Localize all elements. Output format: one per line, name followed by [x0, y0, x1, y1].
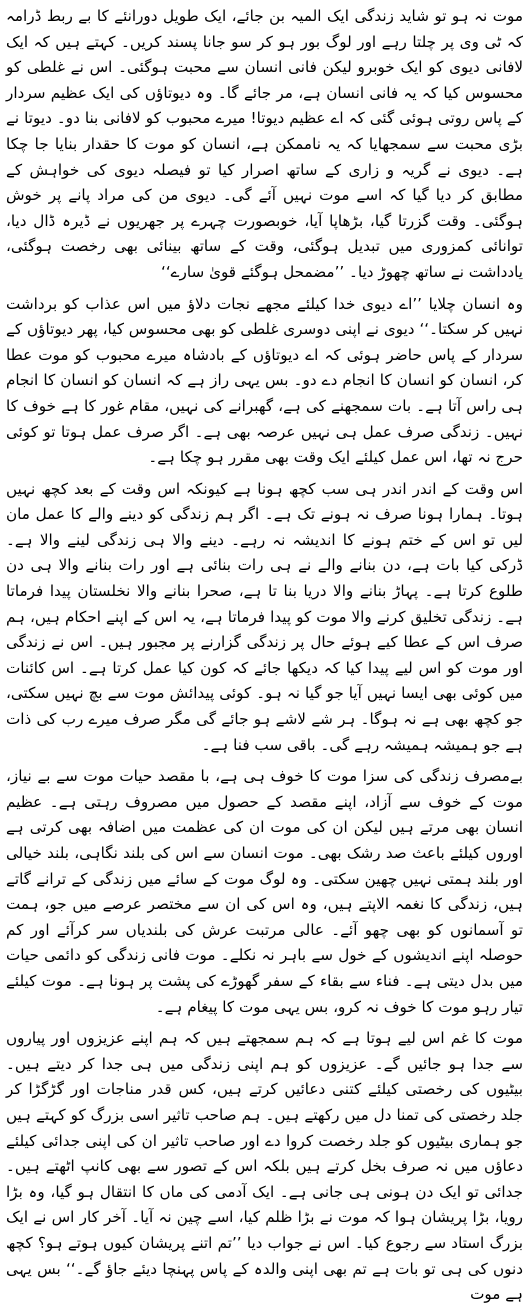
paragraph: موت نہ ہو تو شاید زندگی ایک المیہ بن جائے، ایک طویل دورانئے کا بے ربط ڈرامہ کہ ٹی وی پر چلتا رہے اور لوگ بور ہو کر سو جانا پسند کریں۔ کہتے ہیں کہ ایک لافانی دیوی کو ایک خوبرو لیکن فانی انسان سے محبت ہوگئی۔ اس نے غلطی کو محسوس کیا کہ یہ فانی انسان ہے، مر جائے گا۔ وہ دیوتاؤں کی ایک عظیم سردار کے پاس روتی ہوئی گئی کہ اے عظیم دیوتا! میرے محبوب کو لافانی بنا دو۔ دیوتا نے بڑی محبت سے سمجھایا کہ یہ ناممکن ہے، انسان کو موت کا حقدار بنایا جا چکا ہے۔ دیوی نے گریہ و زاری کے ساتھ اصرار کیا تو فیصلہ دیوی کی خواہش کے مطابق کر دیا گیا کہ اسے موت نہیں آئے گی۔ دیوی من کی مراد پانے پر خوش ہوگئی۔ وقت گزرتا گیا، بڑھاپا آیا، خوبصورت چہرے پر جھریوں نے ڈیرہ ڈال دیا، توانائی کمزوری میں تبدیل ہوگئی، وقت کے ساتھ بینائی بھی رخصت ہوگئی، یادداشت نے ساتھ چھوڑ دیا۔ ’’مضمحل ہوگئے قویٰ سارے‘‘	[6, 7, 523, 281]
paragraph: اس وقت کے اندر اندر ہی سب کچھ ہونا ہے کیونکہ اس وقت کے بعد کچھ نہیں ہوتا۔ ہمارا ہونا صرف نہ ہونے تک ہے۔ اگر ہم زندگی کو دینے والے کا عمل مان لیں تو اس کے ختم ہونے کا اندیشہ نہ رہے۔ دینے والا ہی زندگی لینے والا ہے۔ ڈرکی کیا بات ہے، دن بنانے والے نے ہی رات بنائی ہے اور رات بنانے والا ہی دن طلوع کرتا ہے۔ پہاڑ بنانے والا دریا بنا تا ہے، صحرا بنانے والا نخلستان پیدا فرماتا ہے۔ زندگی تخلیق کرنے والا موت کو پیدا فرماتا ہے، یہ اس کے اپنے احکام ہیں، ہم صرف اس کے عطا کیے ہوئے حال پر زندگی گزارنے پر مجبور ہیں۔ اس نے زندگی اور موت کو اس لیے پیدا کیا کہ دیکھا جائے کہ کون کیا عمل کرتا ہے۔ اس کائنات میں کوئی بھی ایسا نہیں آیا جو گیا نہ ہو۔ کوئی پیدائش موت سے بچ نہیں سکتی، جو کچھ بھی ہے نہ ہوگا۔ ہر شے لاشے ہو جائے گی مگر صرف میرے رب کی ذات ہے جو ہمیشہ ہمیشہ رہے گی۔ باقی سب فنا ہے۔	[6, 479, 523, 754]
paragraph: وہ انسان چلایا ’’اے دیوی خدا کیلئے مجھے نجات دلاؤ میں اس عذاب کو برداشت نہیں کر سکتا۔‘‘ دیوی نے اپنی دوسری غلطی کو بھی محسوس کیا، پھر دیوتاؤں کے سردار کے پاس حاضر ہوئی کہ اے دیوتاؤں کے بادشاہ میرے محبوب کو موت عطا کر، انسان کو انسان کا انجام دے دو۔ بس یہی راز ہے کہ انسان کو انسان کا انجام ہی راس آتا ہے۔ بات سمجھنے کی ہے، گھبرانے کی نہیں، مقام غور کا ہے خوف کا نہیں۔ زندگی صرف عمل ہی نہیں عرصہ بھی ہے۔ اگر صرف عمل ہوتا تو کوئی حرج نہ تھا، اس عمل کیلئے ایک وقت بھی مقرر ہو چکا ہے۔	[6, 294, 523, 467]
paragraph: موت کا غم اس لیے ہوتا ہے کہ ہم سمجھتے ہیں کہ ہم اپنے عزیزوں اور پیاروں سے جدا ہو جائیں گے۔ عزیزوں کو ہم اپنی زندگی میں ہی جدا کر دیتے ہیں۔ بیٹیوں کی رخصتی کیلئے کتنی دعائیں کرتے ہیں، کس قدر مناجات اور گڑگڑا کر جلد رخصتی کی تمنا دل میں رکھتے ہیں۔ ہم صاحب تاثیر اسی بزرگ کو کہتے ہیں جو ہماری بیٹیوں کو جلد رخصت کروا دے اور صاحب تاثیر ان کی اپنی جدائی کیلئے دعاؤں میں نہ صرف بخل کرتے ہیں بلکہ اس کے تصور سے بھی کانپ اٹھتے ہیں۔ جدائی تو ایک دن ہونی ہی جانی ہے۔ ایک آدمی کی ماں کا انتقال ہو گیا، وہ بڑا رویا، بڑا پریشان ہوا کہ موت نے بڑا ظلم کیا، اسے چین نہ آیا۔ آخر کار اس نے ایک بزرگ استاد سے رجوع کیا۔ اس نے جواب دیا ’’تم اتنے پریشان کیوں ہوتے ہو؟ کچھ دنوں کی ہی تو بات ہے تم بھی اپنی والدہ کے پاس پہنچا دیئے جاؤ گے۔‘‘ بس یہی ہے موت	[6, 1029, 523, 1304]
paragraph: بےمصرف زندگی کی سزا موت کا خوف ہی ہے، با مقصد حیات موت سے بے نیاز، موت کے خوف سے آزاد، اپنے مقصد کے حصول میں مصروف رہتی ہے۔ عظیم انسان بھی مرتے ہیں لیکن ان کی موت ان کی عظمت میں اضافہ بھی کرتی ہے اوروں کیلئے باعث صد رشک بھی۔ موت انسان سے اس کی بلند نگاہی، بلند خیالی اور بلند ہمتی نہیں چھین سکتی۔ وہ لوگ موت کے سائے میں زندگی کے ترانے گاتے ہیں، زندگی کا نغمہ الاپتے ہیں، وہ اس کی ان سے مختصر عرصے میں جو، ہمت تو آسمانوں کو بھی چھو آئے۔ عالی مرتبت عرش کی بلندیاں سر کرآئے اور کم حوصلہ اپنے اندیشوں کے خول سے باہر نہ نکلے۔ موت فانی زندگی کو دائمی حیات میں بدل دیتی ہے۔ فناء سے بقاء کے سفر گھوڑے کی پشت پر ہونا ہے۔ موت کیلئے تیار رہو موت کا خوف نہ کرو، بس یہی موت کا پیغام ہے۔	[6, 767, 523, 1016]
